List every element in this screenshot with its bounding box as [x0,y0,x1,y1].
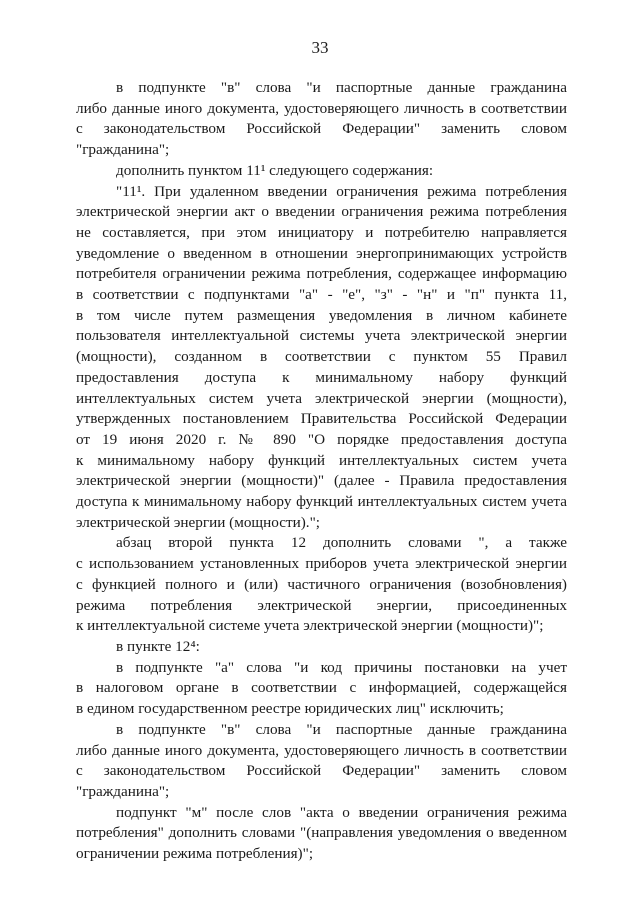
text-line: дополнить пунктом 11¹ следующего содержания: [116,161,434,179]
text-line: электрической энергии (мощности)" (далее - Правила предоставления [76,472,567,490]
page-number: 33 [311,38,329,57]
text-line: от 19 июня 2020 г. № 890 "О порядке предоставления доступа [76,430,567,448]
text-line: либо данные иного документа, удостоверяющего личность в соответствии [76,99,567,117]
text-line: утвержденных постановлением Правительства Российской Федерации [76,410,567,428]
paragraph-5 [76,637,567,658]
text-line: с функцией полного и (или) частичного ограничения (возобновления) [76,575,567,593]
text-line: (мощности), созданном в соответствии с пунктом 55 Правил [76,348,567,366]
text-line: в налоговом органе в соответствии с информацией, содержащейся [76,679,567,697]
text-line: электрической энергии (мощности)."; [76,513,321,531]
paragraph-1 [76,78,567,161]
paragraph-3 [76,182,567,534]
text-line: в соответствии с подпунктами "а" - "е", "з" - "н" и "п" пункта 11, [76,286,567,304]
text-line: к интеллектуальной системе учета электрической энергии (мощности)"; [76,617,544,635]
text-line: в едином государственном реестре юридических лиц" исключить; [76,700,504,718]
text-line: потребителя ограничении режима потребления, содержащее информацию [76,265,567,283]
text-line: уведомление о введенном в отношении энергопринимающих устройств [76,244,567,262]
text-line: в том числе путем размещения уведомления в личном кабинете [76,306,567,324]
paragraph-7 [76,720,567,803]
paragraph-8 [76,803,567,865]
paragraph-2 [76,161,567,182]
text-line: с использованием установленных приборов учета электрической энергии [76,555,567,573]
document-body [76,78,567,865]
text-line: либо данные иного документа, удостоверяющего личность в соответствии [76,741,567,759]
text-line: режима потребления электрической энергии, присоединенных [76,596,567,614]
text-line: абзац второй пункта 12 дополнить словами ", а также [116,534,567,552]
paragraph-6 [76,658,567,720]
text-line: в подпункте "в" слова "и паспортные данные гражданина [116,79,567,96]
text-line: интеллектуальных систем учета электрической энергии (мощности), [76,389,567,407]
text-line: "11¹. При удаленном введении ограничения режима потребления [116,182,567,200]
paragraph-4 [76,533,567,637]
text-line: в пункте 12⁴: [116,637,200,655]
text-line: электрической энергии акт о введении ограничения режима потребления [76,203,567,221]
text-line: в подпункте "в" слова "и паспортные данные гражданина [116,720,567,738]
text-line: не составляется, при этом инициатору и потребителю направляется [76,223,567,241]
text-line: пользователя интеллектуальной системы учета электрической энергии [76,327,567,345]
text-line: предоставления доступа к минимальному набору функций [76,368,567,386]
text-line: подпункт "м" после слов "акта о введении ограничения режима [116,803,567,821]
text-line: к минимальному набору функций интеллектуальных систем учета [76,451,567,469]
text-line: доступа к минимальному набору функций интеллектуальных систем учета [76,493,567,511]
text-line: "гражданина"; [76,141,170,159]
text-line: с законодательством Российской Федерации" заменить словом [76,762,567,780]
text-line: с законодательством Российской Федерации" заменить словом [76,120,567,138]
text-line: в подпункте "а" слова "и код причины постановки на учет [116,658,567,676]
text-line: ограничении режима потребления)"; [76,845,314,863]
text-line: потребления" дополнить словами "(направления уведомления о введенном [76,824,567,842]
text-line: "гражданина"; [76,782,170,800]
